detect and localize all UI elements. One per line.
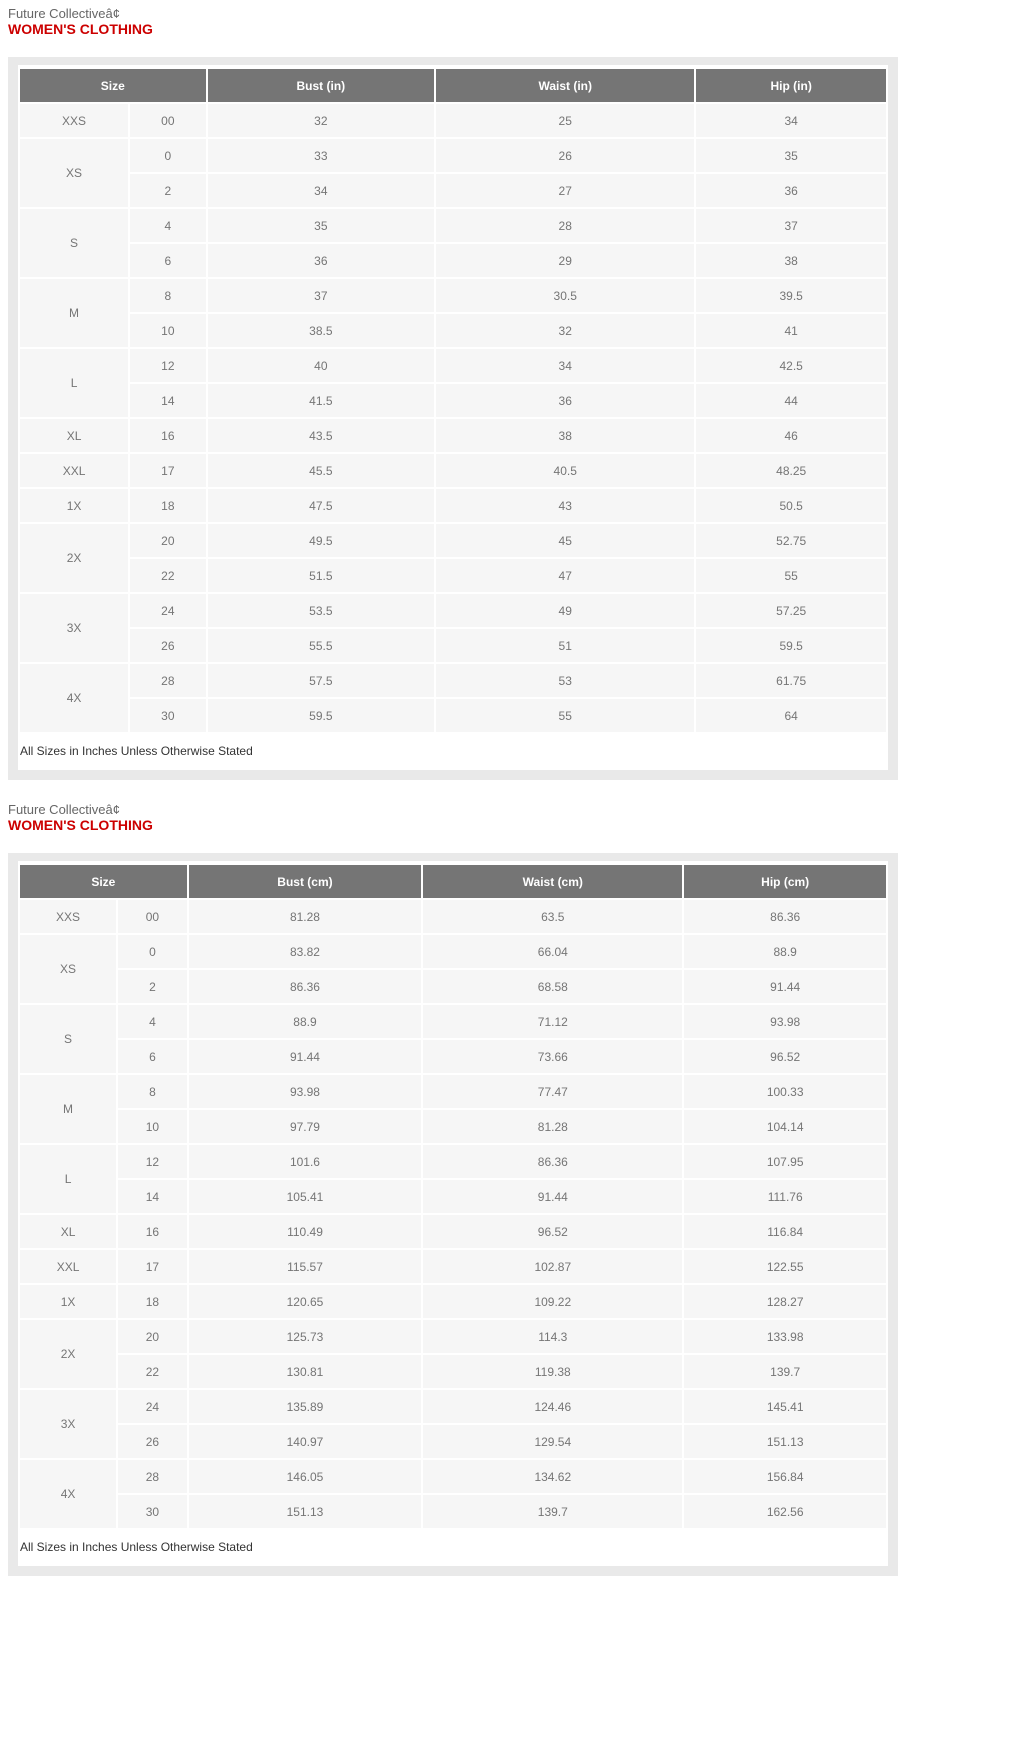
size-number-cell: 16 [118,1215,187,1248]
column-header: Waist (cm) [423,865,682,898]
table-row [20,1005,886,1038]
size-group-cell: 4X [20,1460,116,1528]
table-row [20,244,886,277]
size-number-cell: 10 [130,314,206,347]
measurement-cell: 51 [436,629,694,662]
table-row [20,594,886,627]
table-row [20,349,886,382]
size-number-cell: 00 [130,104,206,137]
measurement-cell: 122.55 [684,1250,886,1283]
measurement-cell: 63.5 [423,900,682,933]
size-number-cell: 26 [118,1425,187,1458]
table-row [20,314,886,347]
measurement-cell: 53 [436,664,694,697]
size-number-cell: 6 [118,1040,187,1073]
measurement-cell: 156.84 [684,1460,886,1493]
measurement-cell: 88.9 [684,935,886,968]
measurement-cell: 42.5 [696,349,886,382]
measurement-cell: 115.57 [189,1250,422,1283]
table-row [20,1250,886,1283]
measurement-cell: 59.5 [208,699,435,732]
size-group-cell: 3X [20,594,128,662]
size-group-cell: XS [20,935,116,1003]
table-row [20,174,886,207]
measurement-cell: 55.5 [208,629,435,662]
table-row [20,1215,886,1248]
header-row [20,69,886,102]
measurement-cell: 114.3 [423,1320,682,1353]
measurement-cell: 28 [436,209,694,242]
size-chart-table-cm [18,863,888,1530]
measurement-cell: 145.41 [684,1390,886,1423]
measurement-cell: 146.05 [189,1460,422,1493]
size-chart-inner-cm [18,861,888,1566]
size-number-cell: 30 [118,1495,187,1528]
measurement-cell: 102.87 [423,1250,682,1283]
measurement-cell: 35 [696,139,886,172]
measurement-cell: 57.5 [208,664,435,697]
measurement-cell: 39.5 [696,279,886,312]
measurement-cell: 135.89 [189,1390,422,1423]
measurement-cell: 96.52 [423,1215,682,1248]
size-number-cell: 28 [130,664,206,697]
column-header: Hip (cm) [684,865,886,898]
size-number-cell: 00 [118,900,187,933]
table-row [20,104,886,137]
measurement-cell: 119.38 [423,1355,682,1388]
measurement-cell: 64 [696,699,886,732]
measurement-cell: 93.98 [189,1075,422,1108]
table-row [20,629,886,662]
measurement-cell: 53.5 [208,594,435,627]
size-group-cell: XXS [20,104,128,137]
measurement-cell: 36 [696,174,886,207]
measurement-cell: 29 [436,244,694,277]
category-title: WOMEN'S CLOTHING [8,817,153,833]
size-chart-section-inches [8,6,898,780]
measurement-cell: 81.28 [189,900,422,933]
measurement-cell: 36 [436,384,694,417]
measurement-cell: 30.5 [436,279,694,312]
measurement-cell: 125.73 [189,1320,422,1353]
size-group-cell: XXL [20,1250,116,1283]
measurement-cell: 46 [696,419,886,452]
measurement-cell: 45 [436,524,694,557]
measurement-cell: 41 [696,314,886,347]
table-row [20,139,886,172]
size-group-cell: XXS [20,900,116,933]
measurement-cell: 66.04 [423,935,682,968]
measurement-cell: 128.27 [684,1285,886,1318]
size-chart-table-inches [18,67,888,734]
measurement-cell: 81.28 [423,1110,682,1143]
size-chart-section-cm [8,802,898,1576]
size-number-cell: 12 [130,349,206,382]
table-row [20,1110,886,1143]
table-row [20,279,886,312]
size-number-cell: 4 [130,209,206,242]
size-number-cell: 22 [118,1355,187,1388]
table-row [20,1285,886,1318]
table-row [20,384,886,417]
measurement-cell: 32 [208,104,435,137]
size-group-cell: 2X [20,524,128,592]
measurement-cell: 40.5 [436,454,694,487]
size-number-cell: 0 [130,139,206,172]
table-row [20,559,886,592]
size-number-cell: 10 [118,1110,187,1143]
column-header: Size [20,69,206,102]
size-group-cell: XL [20,1215,116,1248]
size-group-cell: 4X [20,664,128,732]
measurement-cell: 116.84 [684,1215,886,1248]
measurement-cell: 38 [436,419,694,452]
measurement-cell: 36 [208,244,435,277]
size-number-cell: 0 [118,935,187,968]
measurement-cell: 91.44 [423,1180,682,1213]
table-row [20,1145,886,1178]
size-number-cell: 20 [130,524,206,557]
table-row [20,900,886,933]
measurement-cell: 124.46 [423,1390,682,1423]
measurement-cell: 86.36 [684,900,886,933]
table-row [20,1495,886,1528]
measurement-cell: 134.62 [423,1460,682,1493]
size-group-cell: 2X [20,1320,116,1388]
measurement-cell: 140.97 [189,1425,422,1458]
measurement-cell: 97.79 [189,1110,422,1143]
size-number-cell: 12 [118,1145,187,1178]
measurement-cell: 101.6 [189,1145,422,1178]
size-number-cell: 17 [118,1250,187,1283]
measurement-cell: 110.49 [189,1215,422,1248]
size-group-cell: S [20,1005,116,1073]
size-group-cell: 3X [20,1390,116,1458]
size-number-cell: 8 [130,279,206,312]
table-row [20,1425,886,1458]
measurement-cell: 34 [436,349,694,382]
column-header: Size [20,865,187,898]
size-number-cell: 26 [130,629,206,662]
measurement-cell: 93.98 [684,1005,886,1038]
size-number-cell: 14 [130,384,206,417]
size-number-cell: 14 [118,1180,187,1213]
size-number-cell: 28 [118,1460,187,1493]
measurement-cell: 37 [208,279,435,312]
measurement-cell: 120.65 [189,1285,422,1318]
measurement-cell: 139.7 [423,1495,682,1528]
measurement-cell: 41.5 [208,384,435,417]
size-group-cell: L [20,1145,116,1213]
size-number-cell: 8 [118,1075,187,1108]
size-number-cell: 24 [130,594,206,627]
table-row [20,1460,886,1493]
table-row [20,1075,886,1108]
size-number-cell: 30 [130,699,206,732]
units-note: All Sizes in Inches Unless Otherwise Stated [18,734,888,770]
measurement-cell: 38.5 [208,314,435,347]
size-number-cell: 18 [118,1285,187,1318]
measurement-cell: 162.56 [684,1495,886,1528]
size-group-cell: 1X [20,489,128,522]
size-number-cell: 2 [130,174,206,207]
measurement-cell: 151.13 [189,1495,422,1528]
measurement-cell: 32 [436,314,694,347]
measurement-cell: 83.82 [189,935,422,968]
size-group-cell: S [20,209,128,277]
measurement-cell: 47 [436,559,694,592]
table-row [20,1180,886,1213]
measurement-cell: 100.33 [684,1075,886,1108]
measurement-cell: 43 [436,489,694,522]
measurement-cell: 91.44 [189,1040,422,1073]
measurement-cell: 47.5 [208,489,435,522]
table-row [20,1040,886,1073]
size-number-cell: 6 [130,244,206,277]
table-row [20,524,886,557]
brand-name: Future Collectiveâ¢ [8,6,120,21]
measurement-cell: 111.76 [684,1180,886,1213]
table-row [20,935,886,968]
measurement-cell: 77.47 [423,1075,682,1108]
measurement-cell: 73.66 [423,1040,682,1073]
table-row [20,454,886,487]
table-row [20,209,886,242]
measurement-cell: 86.36 [189,970,422,1003]
table-row [20,970,886,1003]
measurement-cell: 43.5 [208,419,435,452]
measurement-cell: 49 [436,594,694,627]
size-group-cell: 1X [20,1285,116,1318]
measurement-cell: 91.44 [684,970,886,1003]
measurement-cell: 104.14 [684,1110,886,1143]
measurement-cell: 45.5 [208,454,435,487]
size-chart-panel-cm [8,853,898,1576]
measurement-cell: 34 [208,174,435,207]
size-group-cell: M [20,1075,116,1143]
size-chart-inner-inches [18,65,888,770]
measurement-cell: 96.52 [684,1040,886,1073]
measurement-cell: 68.58 [423,970,682,1003]
header-row [20,865,886,898]
units-note: All Sizes in Inches Unless Otherwise Stated [18,1530,888,1566]
size-group-cell: M [20,279,128,347]
measurement-cell: 88.9 [189,1005,422,1038]
column-header: Waist (in) [436,69,694,102]
size-number-cell: 4 [118,1005,187,1038]
size-group-cell: XXL [20,454,128,487]
measurement-cell: 49.5 [208,524,435,557]
measurement-cell: 130.81 [189,1355,422,1388]
size-number-cell: 16 [130,419,206,452]
measurement-cell: 133.98 [684,1320,886,1353]
measurement-cell: 109.22 [423,1285,682,1318]
measurement-cell: 71.12 [423,1005,682,1038]
size-group-cell: L [20,349,128,417]
table-row [20,1320,886,1353]
measurement-cell: 105.41 [189,1180,422,1213]
size-number-cell: 20 [118,1320,187,1353]
measurement-cell: 55 [436,699,694,732]
measurement-cell: 33 [208,139,435,172]
measurement-cell: 86.36 [423,1145,682,1178]
category-title: WOMEN'S CLOTHING [8,21,153,37]
measurement-cell: 59.5 [696,629,886,662]
table-row [20,419,886,452]
measurement-cell: 55 [696,559,886,592]
measurement-cell: 50.5 [696,489,886,522]
measurement-cell: 44 [696,384,886,417]
table-row [20,664,886,697]
measurement-cell: 37 [696,209,886,242]
brand-name: Future Collectiveâ¢ [8,802,120,817]
table-row [20,489,886,522]
measurement-cell: 151.13 [684,1425,886,1458]
measurement-cell: 40 [208,349,435,382]
size-number-cell: 18 [130,489,206,522]
measurement-cell: 35 [208,209,435,242]
column-header: Hip (in) [696,69,886,102]
measurement-cell: 38 [696,244,886,277]
measurement-cell: 25 [436,104,694,137]
measurement-cell: 139.7 [684,1355,886,1388]
measurement-cell: 57.25 [696,594,886,627]
measurement-cell: 61.75 [696,664,886,697]
measurement-cell: 52.75 [696,524,886,557]
column-header: Bust (cm) [189,865,422,898]
column-header: Bust (in) [208,69,435,102]
size-chart-panel-inches [8,57,898,780]
measurement-cell: 27 [436,174,694,207]
measurement-cell: 34 [696,104,886,137]
size-group-cell: XS [20,139,128,207]
size-number-cell: 24 [118,1390,187,1423]
measurement-cell: 51.5 [208,559,435,592]
table-row [20,699,886,732]
measurement-cell: 129.54 [423,1425,682,1458]
measurement-cell: 107.95 [684,1145,886,1178]
size-number-cell: 22 [130,559,206,592]
size-number-cell: 2 [118,970,187,1003]
table-row [20,1355,886,1388]
table-row [20,1390,886,1423]
size-group-cell: XL [20,419,128,452]
measurement-cell: 26 [436,139,694,172]
size-number-cell: 17 [130,454,206,487]
measurement-cell: 48.25 [696,454,886,487]
